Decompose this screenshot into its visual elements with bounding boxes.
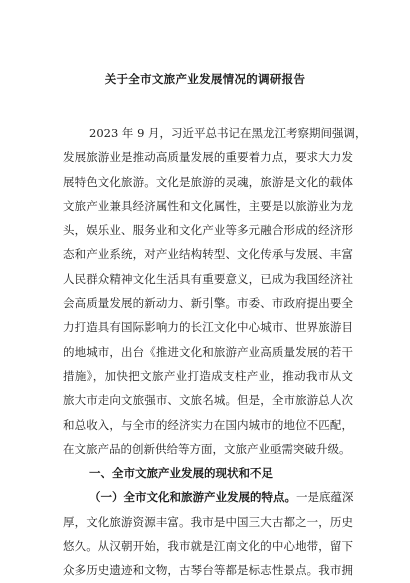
paragraph-text: 一是底蕴深 xyxy=(296,490,354,505)
paragraph-line: 和总收入，与全市的经济实力在国内城市的地位不匹配， xyxy=(63,417,353,432)
document-title: 关于全市文旅产业发展情况的调研报告 xyxy=(104,72,306,86)
paragraph-line: 旅大市走向文旅强市、文旅名城。但是，全市旅游总人次 xyxy=(63,393,353,408)
section-heading: 一、全市文旅产业发展的现状和不足 xyxy=(89,466,273,481)
document-body xyxy=(63,121,367,583)
paragraph-line: 悠久。从汉朝开始，我市就是江南文化的中心地带，留下 xyxy=(63,539,353,554)
paragraph-line: 厚，文化旅游资源丰富。我市是中国三大古都之一，历史 xyxy=(63,514,353,529)
paragraph-line: 力打造具有国际影响力的长江文化中心城市、世界旅游目 xyxy=(63,320,353,335)
paragraph-line: 会高质量发展的新动力、新引擎。市委、市政府提出要全 xyxy=(63,296,353,311)
paragraph-line: 展特色文化旅游。文化是旅游的灵魂，旅游是文化的载体 xyxy=(63,174,353,189)
paragraph-line: 头，娱乐业、服务业和文化产业等多元融合形成的经济形 xyxy=(63,223,353,238)
paragraph-line: 发展旅游业是推动高质量发展的重要着力点，要求大力发 xyxy=(63,150,353,165)
subsection-heading: （一）全市文化和旅游产业发展的特点。 xyxy=(89,490,296,505)
paragraph-line: 众多历史遗迹和文物，古琴台等都是标志性景点。我市拥 xyxy=(63,563,353,578)
paragraph-line: 文旅产业兼具经济属性和文化属性，主要是以旅游业为龙 xyxy=(63,198,353,213)
paragraph-line: 2023 年 9 月，习近平总书记在黑龙江考察期间强调， xyxy=(89,126,367,140)
paragraph-line: 在文旅产品的创新供给等方面，文旅产业亟需突破升级。 xyxy=(63,441,351,456)
paragraph-line: 的地城市，出台《推进文化和旅游产业高质量发展的若干 xyxy=(63,344,353,359)
paragraph-line: 态和产业系统，对产业结构转型、文化传承与发展、丰富 xyxy=(63,247,353,262)
paragraph-line: 措施》，加快把文旅产业打造成支柱产业，推动我市从文 xyxy=(63,368,353,383)
paragraph-line: 人民群众精神文化生活具有重要意义，已成为我国经济社 xyxy=(63,271,353,286)
paragraph-line xyxy=(63,485,353,509)
